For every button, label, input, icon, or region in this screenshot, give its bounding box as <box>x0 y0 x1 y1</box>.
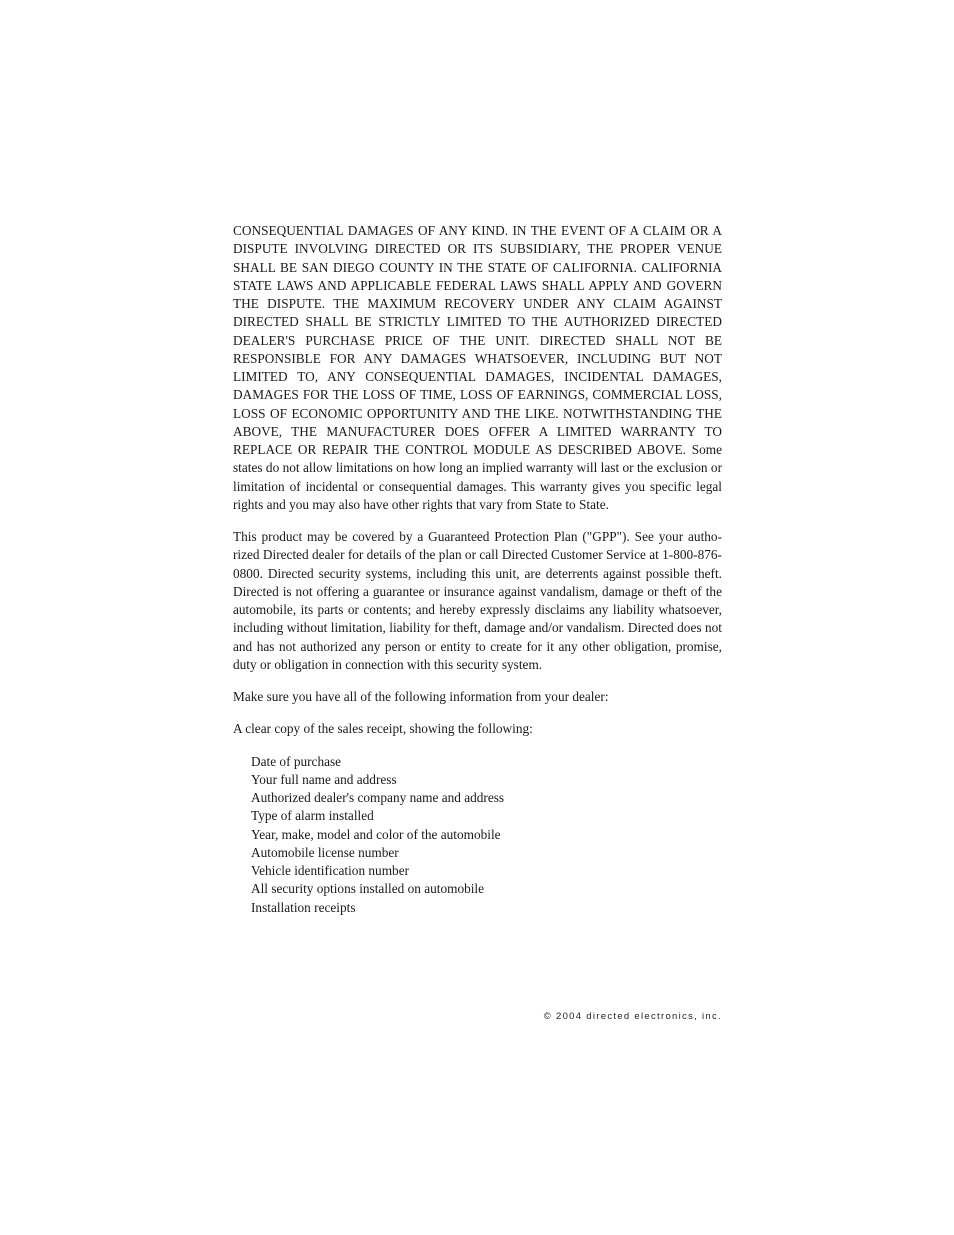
copyright-footer: © 2004 directed electronics, inc. <box>543 1011 722 1022</box>
list-item: Your full name and address <box>251 771 397 787</box>
list-item: Type of alarm installed <box>251 808 374 824</box>
warranty-limitation-paragraph: CONSEQUENTIAL DAMAGES OF ANY KIND. IN THE EVENT OF A CLAIM OR A DISPUTE INVOLVING DIRECTED OR ITS SUBSIDIARY, THE PROPER VENUE SHALL BE SAN DIEGO COUNTY IN THE STATE OF CALIFORNIA. CALIFORNIA STATE LAWS AND APPLICABLE FEDERAL LAWS SHALL APPLY AND GOVERN THE DISPUTE. THE MAXIMUM RECOVERY UNDER ANY CLAIM AGAINST DIRECTED SHALL BE STRICTLY LIMITED TO THE AUTHORIZED DIRECTED DEALER'S PURCHASE PRICE OF THE UNIT. DIRECTED SHALL NOT BE RESPONSIBLE FOR ANY DAMAGES WHATSOEVER, INCLUDING BUT NOT LIMITED TO, ANY CONSEQUENTIAL DAMAGES, INCIDENTAL DAMAGES, DAMAGES FOR THE LOSS OF TIME, LOSS OF EARNINGS, COMMERCIAL LOSS, LOSS OF ECONOMIC OPPORTUNITY AND THE LIKE. NOTWITHSTANDING THE ABOVE, THE MANUFACTURER DOES OFFER A LIMITED WARRANTY TO REPLACE OR REPAIR THE CONTROL MODULE AS DESCRIBED ABOVE. Some states do not allow limitations on how long an implied warranty will last or the exclusion or limitation of incidental or consequential damages. This warranty gives you specific legal rights and you may also have other rights that vary from State to State. <box>233 223 722 512</box>
list-item: Automobile license number <box>251 844 399 860</box>
list-item: Vehicle identification number <box>251 863 410 878</box>
dealer-information-paragraph: Make sure you have all of the following information from your dealer: <box>233 689 609 704</box>
receipt-items-list <box>233 753 722 917</box>
list-item: Year, make, model and color of the automobile <box>251 826 501 842</box>
list-item: All security options installed on automobile <box>251 881 485 897</box>
page-body <box>233 222 722 917</box>
list-item: Date of purchase <box>251 753 342 769</box>
list-item: Installation receipts <box>251 899 356 915</box>
protection-plan-paragraph: This product may be covered by a Guaranteed Protection Plan ("GPP"). See your authorized Directed dealer for details of the plan or call Directed Customer Service at 1-800-876-0800. Directed security systems, including this unit, are deterrents against possible theft. Directed is not offering a guarantee or insurance against vandalism, damage or theft of the automobile, its parts or contents; and hereby expressly disclaims any liability whatsoever, including without limitation, liability for theft, damage and/or vandalism. Directed does not and has not authorized any person or entity to create for it any other obligation, promise, duty or obligation in connection with this security system. <box>233 529 722 672</box>
list-item: Authorized dealer's company name and address <box>251 790 505 805</box>
sales-receipt-paragraph: A clear copy of the sales receipt, showing the following: <box>233 721 533 737</box>
